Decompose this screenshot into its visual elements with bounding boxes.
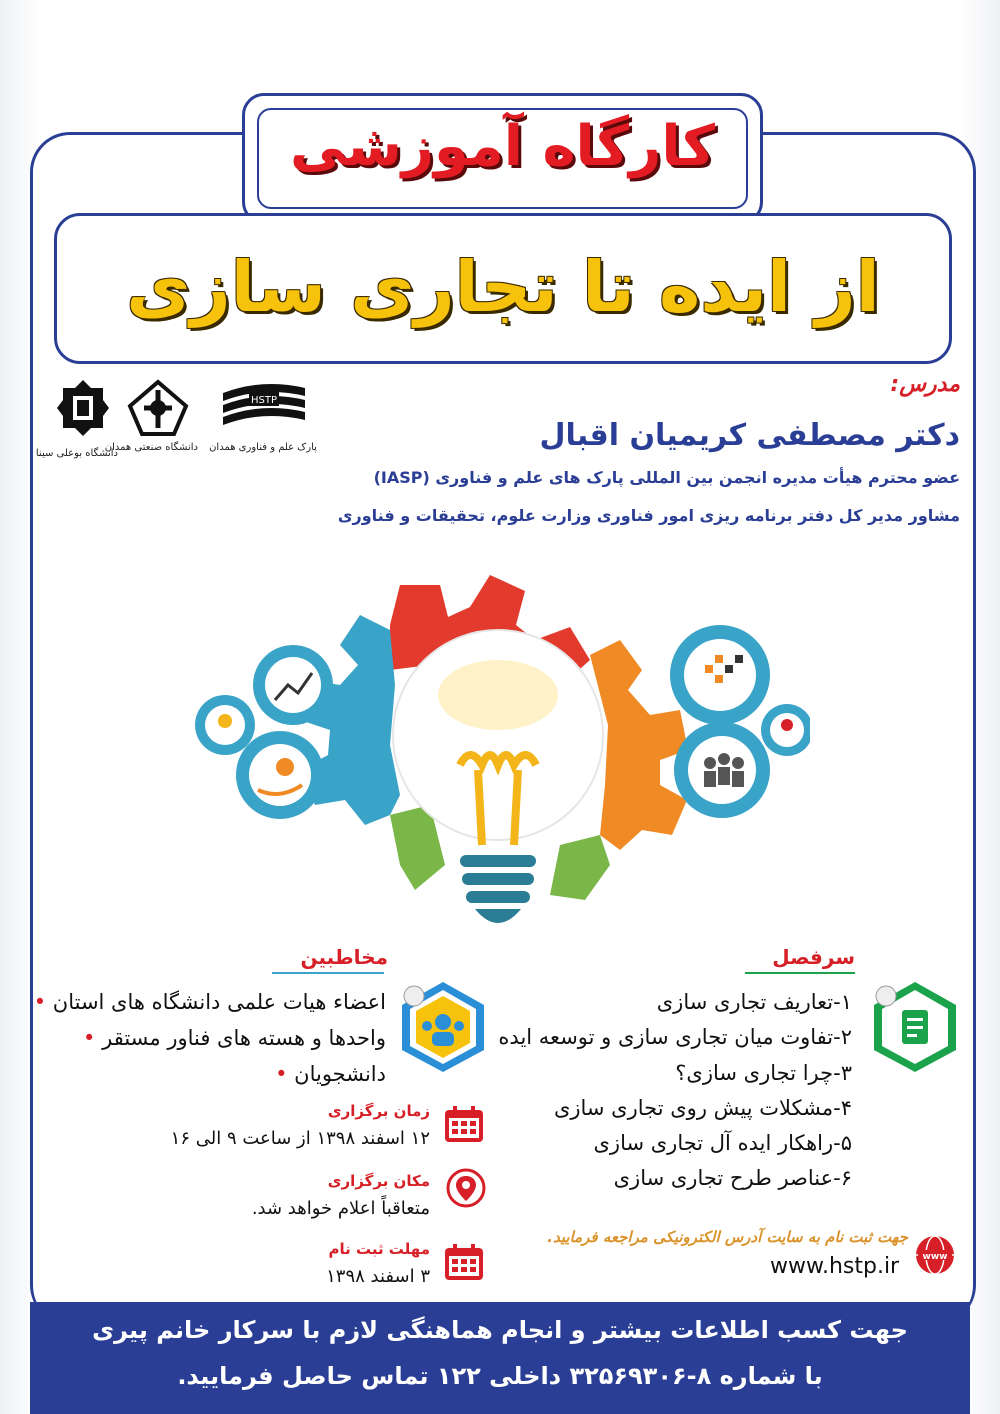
pixels-gear-icon [670,625,770,725]
checklist-hex-icon [872,980,958,1074]
time-label: زمان برگزاری [327,1102,430,1120]
syllabus-item: ۵-راهکار ایده آل تجاری سازی [593,1131,852,1155]
green-gear-right-icon [550,835,610,900]
audience-item: واحدها و هسته های فناور مستقر • [83,1026,386,1050]
hand-coin-gear-icon [236,731,324,819]
workshop-subtitle: از ایده تا تجاری سازی [126,246,880,328]
footer-line-2: با شماره ۸-۳۲۵۶۹۳۰۶ داخلی ۱۲۲ تماس حاصل فرمایید. [177,1362,823,1390]
calendar-icon [443,1104,485,1144]
syllabus-item: ۲-تفاوت میان تجاری سازی و توسعه ایده [498,1025,852,1049]
place-label: مکان برگزاری [327,1172,430,1190]
basu-logo-mark [55,378,111,444]
gears-lightbulb-illustration [190,545,810,945]
location-pin-icon [446,1168,486,1212]
teacher-label: مدرس: [890,372,960,397]
globe-chart-gear-icon [761,704,810,756]
hamedan-university-of-technology-logo [104,378,198,453]
hut-logo-caption: دانشگاه صنعتی همدان [104,442,198,453]
audience-hex-icon [400,980,486,1074]
audience-item: اعضاء هیات علمی دانشگاه های استان • [33,990,386,1014]
syllabus-item: ۴-مشکلات پیش روی تجاری سازی [553,1096,852,1120]
hstp-logo [208,378,318,453]
hstp-logo-mark [213,378,313,438]
syllabus-item: ۱-تعاریف تجاری سازی [656,990,852,1014]
audience-item: دانشجویان • [275,1062,386,1086]
footer-banner [30,1302,970,1414]
calendar-icon [443,1242,485,1282]
hut-logo-mark [126,378,190,438]
time-value: ۱۲ اسفند ۱۳۹۸ از ساعت ۹ الی ۱۶ [170,1128,430,1149]
deadline-value: ۳ اسفند ۱۳۹۸ [326,1266,430,1287]
bulb-base-icon [460,855,536,867]
title-box-top [242,93,763,224]
place-value: متعاقباً اعلام خواهد شد. [251,1198,430,1219]
footer-line-1: جهت کسب اطلاعات بیشتر و انجام هماهنگی لازم با سرکار خانم پیری [92,1316,908,1344]
teacher-title-1: عضو محترم هیأت مدیره انجمن بین المللی پارک های علم و فناوری (IASP) [373,468,960,487]
syllabus-title: سرفصل [772,945,855,969]
svg-text:HSTP: HSTP [250,395,278,406]
audience-title: مخاطبین [300,945,388,969]
svg-text:www: www [922,1252,948,1262]
deadline-label: مهلت ثبت نام [328,1240,430,1258]
growth-chart-gear-icon [253,645,333,725]
basu-logo-caption: دانشگاه بوعلی سینا [35,448,118,459]
workshop-title: کارگاه آموزشی [290,114,715,179]
title-box-bottom [54,213,952,364]
team-gear-icon [674,722,770,818]
teacher-title-2: مشاور مدیر کل دفتر برنامه ریزی امور فناوری وزارت علوم، تحقیقات و فناوری [337,506,960,525]
www-globe-icon [914,1234,956,1276]
bu-ali-sina-university-logo [35,378,118,459]
syllabus-item: ۶-عناصر طرح تجاری سازی [613,1166,852,1190]
website-link[interactable]: www.hstp.ir [770,1254,900,1279]
audience-title-underline [272,972,384,974]
idea-gear-icon [195,695,255,755]
hstp-logo-caption: پارک علم و فناوری همدان [209,442,317,453]
teacher-name: دکتر مصطفی کریمیان اقبال [539,418,960,453]
syllabus-item: ۳-چرا تجاری سازی؟ [675,1061,852,1085]
registration-text: جهت ثبت نام به سایت آدرس الکترونیکی مراجعه فرمایید. [547,1228,908,1246]
syllabus-title-underline [745,972,855,974]
